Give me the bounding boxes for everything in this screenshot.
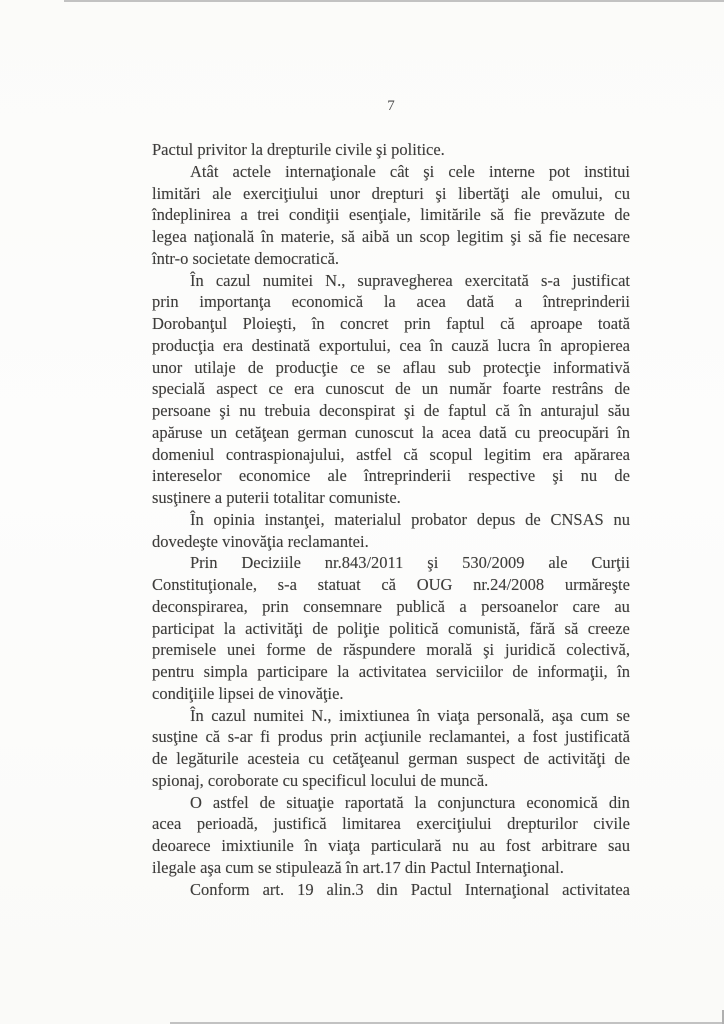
text-line: ilegale aşa cum se stipulează în art.17 din Pactul Internaţional. — [152, 857, 564, 877]
text-line: În cazul numitei N., imixtiunea în viaţa personală, aşa cum se — [190, 705, 630, 725]
text-line: legea naţională în materie, să aibă un scop legitim şi să fie necesare — [152, 227, 630, 246]
text-line: persoane şi nu trebuia deconspirat şi de faptul că în anturajul său — [152, 401, 630, 420]
text-line: deoarece imixtiunile în viaţa particulară nu au fost arbitrare sau — [152, 836, 630, 855]
text-line: dovedeşte vinovăţia reclamantei. — [152, 531, 369, 551]
text-line: într-o societate democratică. — [152, 248, 340, 268]
text-line: unor utilaje de producţie ce se aflau sub protecţie informativă — [152, 357, 630, 377]
text-line: În cazul numitei N., supravegherea exercitată s-a justificat — [190, 270, 630, 290]
text-line: participat la activităţi de poliţie politică comunistă, fără să creeze — [152, 618, 630, 638]
text-line: Dorobanţul Ploieşti, în concret prin faptul că aproape toată — [152, 314, 630, 333]
text-line: de legăturile acesteia cu cetăţeanul german suspect de activităţi de — [152, 749, 630, 768]
scan-artifact-top-edge — [64, 0, 724, 2]
text-line: prin importanţa economică la acea dată a întreprinderii — [152, 292, 630, 312]
text-line: pentru simpla participare la activitatea serviciilor de informaţii, în — [152, 662, 630, 681]
text-line: acea perioadă, justifică limitarea exerciţiului drepturilor civile — [152, 814, 630, 834]
text-line: Prin Deciziile nr.843/2011 şi 530/2009 ale Curţii — [190, 553, 630, 573]
text-line: Constituţionale, s-a statuat că OUG nr.24/2008 urmăreşte — [152, 575, 630, 594]
text-line: Conform art. 19 alin.3 din Pactul Internaţional activitatea — [190, 879, 630, 899]
text-line: susţine că s-ar fi produs prin acţiunile reclamantei, a fost justificată — [152, 727, 630, 747]
text-line: condiţiile lipsei de vinovăţie. — [152, 683, 344, 703]
text-line: spionaj, coroborate cu specificul locului de muncă. — [152, 770, 489, 790]
text-line: susţinere a puterii totalitar comuniste. — [152, 488, 401, 507]
text-line: premisele unei forme de răspundere morală şi juridică colectivă, — [152, 640, 630, 660]
page-number: 7 — [387, 98, 395, 114]
text-line: În opinia instanţei, materialul probator depus de CNSAS nu — [190, 509, 630, 529]
text-line: deconspirarea, prin consemnare publică a persoanelor care au — [152, 596, 630, 616]
text-line: intereselor economice ale întreprinderii respective şi nu de — [152, 466, 630, 486]
page-text — [152, 139, 630, 900]
text-line: producţia era destinată exportului, cea în cauză lucra în apropierea — [152, 335, 630, 355]
text-line: îndeplinirea a trei condiţii esenţiale, limitările să fie prevăzute de — [152, 205, 630, 225]
text-line: specială aspect ce era cunoscut de un număr foarte restrâns de — [152, 379, 630, 399]
text-line: apăruse un cetăţean german cunoscut la acea dată cu preocupări în — [152, 422, 630, 442]
text-line: Pactul privitor la drepturile civile şi politice. — [152, 140, 445, 159]
text-line: limitări ale exerciţiului unor drepturi şi libertăţi ale omului, cu — [152, 183, 630, 203]
text-line: domeniul contraspionajului, astfel că scopul legitim era apărarea — [152, 444, 630, 464]
text-line: O astfel de situaţie raportată la conjunctura economică din — [190, 792, 630, 812]
text-line: Atât actele internaţionale cât şi cele interne pot institui — [190, 161, 630, 181]
